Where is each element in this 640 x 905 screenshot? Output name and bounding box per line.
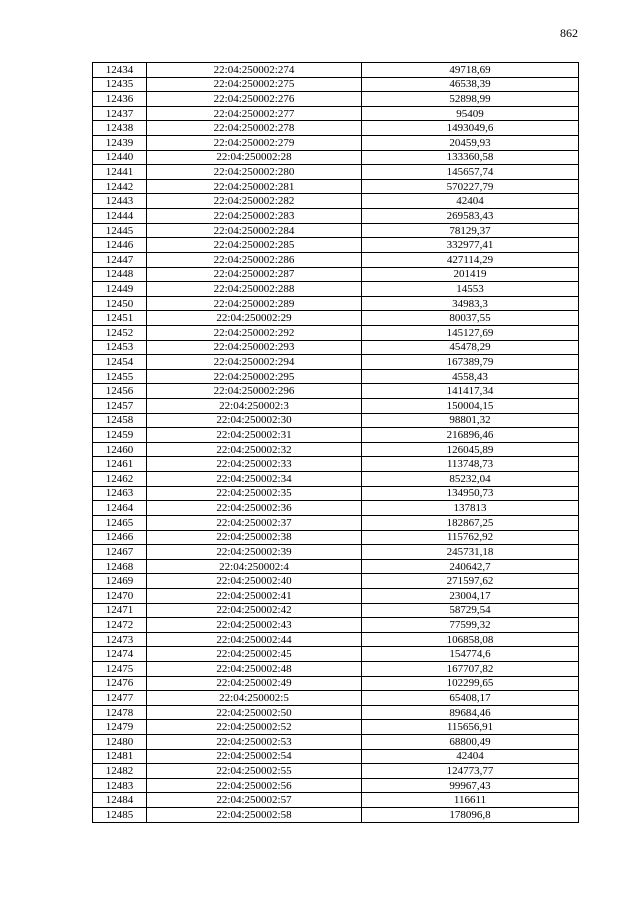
value-cell: 106858,08 bbox=[362, 632, 579, 647]
cadastral-number-cell: 22:04:250002:58 bbox=[147, 808, 362, 823]
cadastral-number-cell: 22:04:250002:287 bbox=[147, 267, 362, 282]
value-cell: 34983,3 bbox=[362, 296, 579, 311]
value-cell: 68800,49 bbox=[362, 735, 579, 750]
cadastral-number-cell: 22:04:250002:31 bbox=[147, 428, 362, 443]
row-number-cell: 12437 bbox=[93, 106, 147, 121]
table-row bbox=[93, 238, 579, 253]
table-row bbox=[93, 77, 579, 92]
row-number-cell: 12458 bbox=[93, 413, 147, 428]
row-number-cell: 12475 bbox=[93, 661, 147, 676]
cadastral-number-cell: 22:04:250002:40 bbox=[147, 574, 362, 589]
value-cell: 245731,18 bbox=[362, 545, 579, 560]
table-row bbox=[93, 618, 579, 633]
value-cell: 240642,7 bbox=[362, 559, 579, 574]
table-row bbox=[93, 413, 579, 428]
table-row bbox=[93, 92, 579, 107]
cadastral-number-cell: 22:04:250002:38 bbox=[147, 530, 362, 545]
row-number-cell: 12483 bbox=[93, 778, 147, 793]
table-row bbox=[93, 223, 579, 238]
cadastral-number-cell: 22:04:250002:41 bbox=[147, 588, 362, 603]
cadastral-number-cell: 22:04:250002:32 bbox=[147, 442, 362, 457]
table-row bbox=[93, 296, 579, 311]
row-number-cell: 12474 bbox=[93, 647, 147, 662]
row-number-cell: 12445 bbox=[93, 223, 147, 238]
table-row bbox=[93, 282, 579, 297]
cadastral-number-cell: 22:04:250002:296 bbox=[147, 384, 362, 399]
row-number-cell: 12462 bbox=[93, 472, 147, 487]
value-cell: 150004,15 bbox=[362, 399, 579, 414]
value-cell: 58729,54 bbox=[362, 603, 579, 618]
cadastral-number-cell: 22:04:250002:33 bbox=[147, 457, 362, 472]
table-row bbox=[93, 457, 579, 472]
registry-table bbox=[92, 62, 579, 823]
table-row bbox=[93, 369, 579, 384]
value-cell: 154774,6 bbox=[362, 647, 579, 662]
table-row bbox=[93, 720, 579, 735]
value-cell: 42404 bbox=[362, 194, 579, 209]
row-number-cell: 12456 bbox=[93, 384, 147, 399]
cadastral-number-cell: 22:04:250002:4 bbox=[147, 559, 362, 574]
value-cell: 145657,74 bbox=[362, 165, 579, 180]
table-row bbox=[93, 749, 579, 764]
row-number-cell: 12457 bbox=[93, 399, 147, 414]
value-cell: 201419 bbox=[362, 267, 579, 282]
table-row bbox=[93, 603, 579, 618]
row-number-cell: 12440 bbox=[93, 150, 147, 165]
value-cell: 216896,46 bbox=[362, 428, 579, 443]
value-cell: 427114,29 bbox=[362, 252, 579, 267]
table-row bbox=[93, 735, 579, 750]
registry-table-body bbox=[93, 63, 579, 823]
value-cell: 332977,41 bbox=[362, 238, 579, 253]
value-cell: 52898,99 bbox=[362, 92, 579, 107]
value-cell: 115656,91 bbox=[362, 720, 579, 735]
row-number-cell: 12465 bbox=[93, 515, 147, 530]
cadastral-number-cell: 22:04:250002:53 bbox=[147, 735, 362, 750]
cadastral-number-cell: 22:04:250002:43 bbox=[147, 618, 362, 633]
cadastral-number-cell: 22:04:250002:292 bbox=[147, 325, 362, 340]
cadastral-number-cell: 22:04:250002:45 bbox=[147, 647, 362, 662]
value-cell: 45478,29 bbox=[362, 340, 579, 355]
row-number-cell: 12439 bbox=[93, 136, 147, 151]
table-row bbox=[93, 632, 579, 647]
table-row bbox=[93, 150, 579, 165]
value-cell: 126045,89 bbox=[362, 442, 579, 457]
row-number-cell: 12442 bbox=[93, 179, 147, 194]
row-number-cell: 12470 bbox=[93, 588, 147, 603]
value-cell: 124773,77 bbox=[362, 764, 579, 779]
row-number-cell: 12451 bbox=[93, 311, 147, 326]
value-cell: 113748,73 bbox=[362, 457, 579, 472]
value-cell: 42404 bbox=[362, 749, 579, 764]
value-cell: 116611 bbox=[362, 793, 579, 808]
row-number-cell: 12471 bbox=[93, 603, 147, 618]
value-cell: 137813 bbox=[362, 501, 579, 516]
cadastral-number-cell: 22:04:250002:277 bbox=[147, 106, 362, 121]
table-row bbox=[93, 340, 579, 355]
row-number-cell: 12485 bbox=[93, 808, 147, 823]
table-row bbox=[93, 399, 579, 414]
value-cell: 145127,69 bbox=[362, 325, 579, 340]
cadastral-number-cell: 22:04:250002:30 bbox=[147, 413, 362, 428]
cadastral-number-cell: 22:04:250002:289 bbox=[147, 296, 362, 311]
value-cell: 269583,43 bbox=[362, 209, 579, 224]
value-cell: 102299,65 bbox=[362, 676, 579, 691]
row-number-cell: 12468 bbox=[93, 559, 147, 574]
table-row bbox=[93, 121, 579, 136]
cadastral-number-cell: 22:04:250002:48 bbox=[147, 661, 362, 676]
row-number-cell: 12478 bbox=[93, 705, 147, 720]
row-number-cell: 12463 bbox=[93, 486, 147, 501]
page-number: 862 bbox=[560, 26, 578, 40]
row-number-cell: 12448 bbox=[93, 267, 147, 282]
cadastral-number-cell: 22:04:250002:57 bbox=[147, 793, 362, 808]
cadastral-number-cell: 22:04:250002:282 bbox=[147, 194, 362, 209]
value-cell: 14553 bbox=[362, 282, 579, 297]
cadastral-number-cell: 22:04:250002:279 bbox=[147, 136, 362, 151]
cadastral-number-cell: 22:04:250002:283 bbox=[147, 209, 362, 224]
value-cell: 80037,55 bbox=[362, 311, 579, 326]
cadastral-number-cell: 22:04:250002:54 bbox=[147, 749, 362, 764]
value-cell: 167707,82 bbox=[362, 661, 579, 676]
table-row bbox=[93, 252, 579, 267]
row-number-cell: 12460 bbox=[93, 442, 147, 457]
cadastral-number-cell: 22:04:250002:55 bbox=[147, 764, 362, 779]
table-row bbox=[93, 808, 579, 823]
cadastral-number-cell: 22:04:250002:281 bbox=[147, 179, 362, 194]
table-row bbox=[93, 194, 579, 209]
value-cell: 1493049,6 bbox=[362, 121, 579, 136]
value-cell: 115762,92 bbox=[362, 530, 579, 545]
row-number-cell: 12453 bbox=[93, 340, 147, 355]
cadastral-number-cell: 22:04:250002:286 bbox=[147, 252, 362, 267]
cadastral-number-cell: 22:04:250002:35 bbox=[147, 486, 362, 501]
table-row bbox=[93, 106, 579, 121]
value-cell: 23004,17 bbox=[362, 588, 579, 603]
row-number-cell: 12464 bbox=[93, 501, 147, 516]
row-number-cell: 12434 bbox=[93, 63, 147, 78]
row-number-cell: 12481 bbox=[93, 749, 147, 764]
cadastral-number-cell: 22:04:250002:293 bbox=[147, 340, 362, 355]
cadastral-number-cell: 22:04:250002:278 bbox=[147, 121, 362, 136]
table-row bbox=[93, 530, 579, 545]
value-cell: 46538,39 bbox=[362, 77, 579, 92]
value-cell: 4558,43 bbox=[362, 369, 579, 384]
row-number-cell: 12461 bbox=[93, 457, 147, 472]
cadastral-number-cell: 22:04:250002:280 bbox=[147, 165, 362, 180]
value-cell: 182867,25 bbox=[362, 515, 579, 530]
cadastral-number-cell: 22:04:250002:276 bbox=[147, 92, 362, 107]
table-row bbox=[93, 355, 579, 370]
cadastral-number-cell: 22:04:250002:50 bbox=[147, 705, 362, 720]
value-cell: 98801,32 bbox=[362, 413, 579, 428]
row-number-cell: 12466 bbox=[93, 530, 147, 545]
row-number-cell: 12444 bbox=[93, 209, 147, 224]
cadastral-number-cell: 22:04:250002:52 bbox=[147, 720, 362, 735]
table-row bbox=[93, 545, 579, 560]
cadastral-number-cell: 22:04:250002:275 bbox=[147, 77, 362, 92]
row-number-cell: 12482 bbox=[93, 764, 147, 779]
row-number-cell: 12476 bbox=[93, 676, 147, 691]
cadastral-number-cell: 22:04:250002:285 bbox=[147, 238, 362, 253]
row-number-cell: 12479 bbox=[93, 720, 147, 735]
value-cell: 134950,73 bbox=[362, 486, 579, 501]
row-number-cell: 12473 bbox=[93, 632, 147, 647]
row-number-cell: 12441 bbox=[93, 165, 147, 180]
table-row bbox=[93, 661, 579, 676]
table-row bbox=[93, 165, 579, 180]
value-cell: 99967,43 bbox=[362, 778, 579, 793]
cadastral-number-cell: 22:04:250002:56 bbox=[147, 778, 362, 793]
row-number-cell: 12477 bbox=[93, 691, 147, 706]
value-cell: 95409 bbox=[362, 106, 579, 121]
table-row bbox=[93, 179, 579, 194]
table-row bbox=[93, 267, 579, 282]
cadastral-number-cell: 22:04:250002:28 bbox=[147, 150, 362, 165]
table-row bbox=[93, 472, 579, 487]
row-number-cell: 12443 bbox=[93, 194, 147, 209]
table-row bbox=[93, 501, 579, 516]
cadastral-number-cell: 22:04:250002:288 bbox=[147, 282, 362, 297]
row-number-cell: 12449 bbox=[93, 282, 147, 297]
table-row bbox=[93, 559, 579, 574]
row-number-cell: 12469 bbox=[93, 574, 147, 589]
cadastral-number-cell: 22:04:250002:37 bbox=[147, 515, 362, 530]
table-row bbox=[93, 325, 579, 340]
table-row bbox=[93, 676, 579, 691]
table-row bbox=[93, 778, 579, 793]
cadastral-number-cell: 22:04:250002:39 bbox=[147, 545, 362, 560]
row-number-cell: 12446 bbox=[93, 238, 147, 253]
cadastral-number-cell: 22:04:250002:284 bbox=[147, 223, 362, 238]
cadastral-number-cell: 22:04:250002:42 bbox=[147, 603, 362, 618]
cadastral-number-cell: 22:04:250002:274 bbox=[147, 63, 362, 78]
row-number-cell: 12436 bbox=[93, 92, 147, 107]
value-cell: 570227,79 bbox=[362, 179, 579, 194]
value-cell: 271597,62 bbox=[362, 574, 579, 589]
value-cell: 85232,04 bbox=[362, 472, 579, 487]
row-number-cell: 12484 bbox=[93, 793, 147, 808]
row-number-cell: 12450 bbox=[93, 296, 147, 311]
table-row bbox=[93, 705, 579, 720]
row-number-cell: 12447 bbox=[93, 252, 147, 267]
table-row bbox=[93, 311, 579, 326]
table-row bbox=[93, 515, 579, 530]
row-number-cell: 12455 bbox=[93, 369, 147, 384]
row-number-cell: 12438 bbox=[93, 121, 147, 136]
value-cell: 89684,46 bbox=[362, 705, 579, 720]
value-cell: 78129,37 bbox=[362, 223, 579, 238]
cadastral-number-cell: 22:04:250002:49 bbox=[147, 676, 362, 691]
cadastral-number-cell: 22:04:250002:294 bbox=[147, 355, 362, 370]
row-number-cell: 12480 bbox=[93, 735, 147, 750]
row-number-cell: 12454 bbox=[93, 355, 147, 370]
row-number-cell: 12472 bbox=[93, 618, 147, 633]
cadastral-number-cell: 22:04:250002:34 bbox=[147, 472, 362, 487]
value-cell: 65408,17 bbox=[362, 691, 579, 706]
row-number-cell: 12467 bbox=[93, 545, 147, 560]
table-row bbox=[93, 793, 579, 808]
table-row bbox=[93, 442, 579, 457]
cadastral-number-cell: 22:04:250002:3 bbox=[147, 399, 362, 414]
row-number-cell: 12452 bbox=[93, 325, 147, 340]
table-row bbox=[93, 574, 579, 589]
value-cell: 49718,69 bbox=[362, 63, 579, 78]
value-cell: 133360,58 bbox=[362, 150, 579, 165]
table-row bbox=[93, 384, 579, 399]
table-row bbox=[93, 428, 579, 443]
table-row bbox=[93, 647, 579, 662]
value-cell: 20459,93 bbox=[362, 136, 579, 151]
cadastral-number-cell: 22:04:250002:295 bbox=[147, 369, 362, 384]
table-row bbox=[93, 486, 579, 501]
value-cell: 77599,32 bbox=[362, 618, 579, 633]
table-row bbox=[93, 764, 579, 779]
row-number-cell: 12459 bbox=[93, 428, 147, 443]
value-cell: 141417,34 bbox=[362, 384, 579, 399]
cadastral-number-cell: 22:04:250002:44 bbox=[147, 632, 362, 647]
row-number-cell: 12435 bbox=[93, 77, 147, 92]
value-cell: 167389,79 bbox=[362, 355, 579, 370]
table-row bbox=[93, 63, 579, 78]
table-row bbox=[93, 691, 579, 706]
cadastral-number-cell: 22:04:250002:36 bbox=[147, 501, 362, 516]
cadastral-number-cell: 22:04:250002:29 bbox=[147, 311, 362, 326]
table-row bbox=[93, 588, 579, 603]
table-row bbox=[93, 209, 579, 224]
value-cell: 178096,8 bbox=[362, 808, 579, 823]
table-row bbox=[93, 136, 579, 151]
cadastral-number-cell: 22:04:250002:5 bbox=[147, 691, 362, 706]
